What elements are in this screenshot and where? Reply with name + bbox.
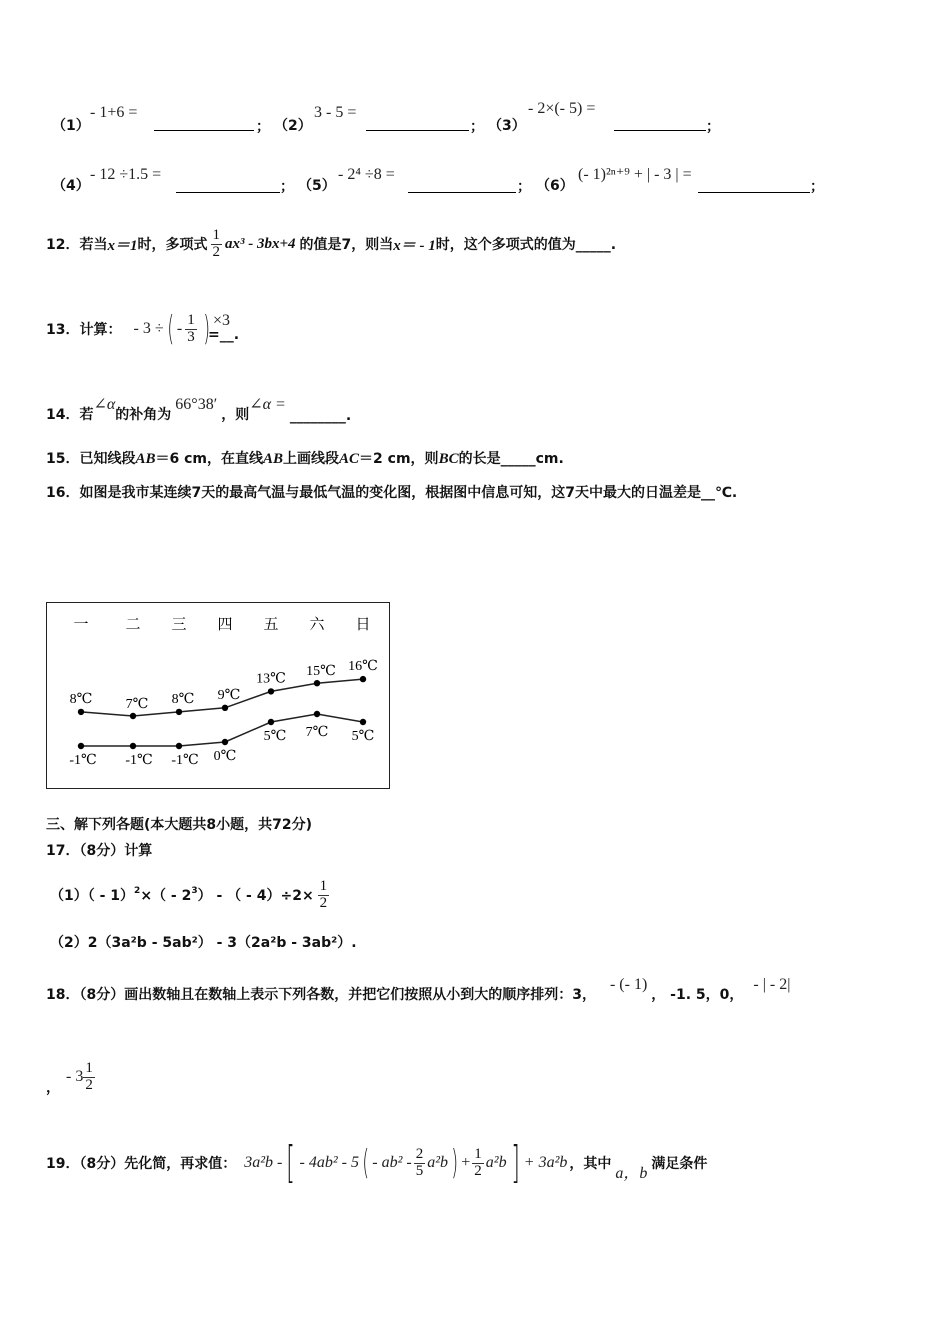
q12-frac-num: 1 — [212, 226, 220, 243]
q19-right-paren: ) — [451, 1143, 458, 1183]
q15-ac: AC — [339, 451, 360, 467]
q13-expr-a: - 3 ÷ — [133, 320, 164, 337]
q15 — [46, 448, 564, 468]
q13-fraction — [185, 313, 197, 346]
q11-item3-num: （3） — [488, 118, 526, 134]
q11-row1 — [52, 100, 932, 136]
chart-high-label: 15℃ — [306, 664, 336, 680]
q11-row2 — [52, 162, 932, 198]
q11-item5-blank[interactable] — [408, 172, 516, 193]
q12-frac-den: 2 — [212, 243, 220, 260]
q19-f2-den: 2 — [474, 1162, 482, 1179]
q17-p1-a: （1）（ - 1） — [50, 888, 135, 904]
q11-item6-blank[interactable] — [698, 172, 810, 193]
q17-p2-text: （2）2（3a²b - 5ab²） - 3（2a²b - 3ab²）. — [50, 935, 357, 951]
q18-mixed-num: 1 — [85, 1059, 93, 1076]
q12-mid2: 的值是7，则当 — [299, 237, 394, 253]
chart-day-label: 一 — [73, 615, 89, 633]
chart-low-point — [78, 743, 84, 749]
q17-p1-exp: 2 — [134, 886, 141, 896]
q12-mid1: 时，多项式 — [137, 237, 208, 253]
q12-fraction — [211, 228, 223, 261]
q14-mid2: ，则 — [221, 407, 250, 423]
q11-item1-num: （1） — [52, 118, 90, 134]
chart-low-point — [176, 743, 182, 749]
q17-part2 — [50, 932, 357, 952]
chart-low-label: 7℃ — [305, 725, 329, 740]
q18-mixed-whole: - 3 — [66, 1068, 84, 1085]
q19-tail2: 满足条件 — [651, 1156, 708, 1172]
q13-frac-den: 3 — [187, 328, 195, 345]
section3-heading-text: 三、解下列各题(本大题共8小题，共72分) — [46, 817, 313, 833]
q19-frac2 — [472, 1147, 484, 1180]
q19-f1-num: 2 — [415, 1145, 424, 1162]
q11-item5-num: （5） — [298, 178, 336, 194]
chart-low-point — [222, 739, 228, 745]
chart-low-point — [360, 719, 366, 725]
chart-high-label: 8℃ — [69, 691, 93, 707]
q12-x-eq-1: x＝1 — [107, 237, 138, 254]
q19-frac1 — [414, 1147, 426, 1180]
q17-p1-fraction — [318, 879, 330, 912]
q13-frac-num: 1 — [187, 311, 195, 328]
q16 — [46, 482, 737, 502]
chart-high-point — [222, 705, 228, 711]
q11-item4-num: （4） — [52, 178, 90, 194]
chart-high-point — [360, 676, 366, 682]
q11-item2-num: （2） — [274, 118, 312, 134]
q17-p1-b: ×（ - 2 — [140, 888, 192, 904]
q11-item4-end: ； — [280, 179, 294, 195]
q13 — [46, 306, 239, 352]
q11-item1-blank[interactable] — [154, 110, 254, 131]
chart-day-label: 五 — [263, 615, 279, 633]
q11-item6-num: （6） — [536, 178, 574, 194]
chart-day-label: 日 — [355, 615, 371, 633]
q18-mixed-den: 2 — [85, 1076, 93, 1093]
chart-high-point — [78, 709, 84, 715]
q12-prefix: 12．若当 — [46, 237, 108, 253]
q11-item1-expr: - 1+6 = — [90, 104, 138, 121]
q19 — [46, 1138, 707, 1188]
chart-high-label: 9℃ — [217, 687, 241, 703]
q19-f1-den: 5 — [415, 1162, 424, 1179]
q15-bc: BC — [438, 451, 459, 467]
q14-suffix: ________. — [289, 408, 352, 424]
q19-expr-d: a²b — [427, 1154, 448, 1171]
temperature-chart — [46, 602, 390, 789]
q18-text: 18．（8分）画出数轴且在数轴上表示下列各数，并把它们按照从小到大的顺序排列：3， — [46, 987, 596, 1003]
q19-left-paren: ( — [362, 1143, 369, 1183]
q11-item3-end: ； — [706, 119, 720, 135]
chart-high-label: 16℃ — [348, 659, 378, 675]
q17-p1-exp2: 3 — [191, 886, 198, 896]
chart-high-point — [176, 709, 182, 715]
q18-tail-comma: ， — [46, 1080, 60, 1096]
q15-text-b: ＝6 cm，在直线 — [155, 451, 264, 467]
q14-angle2: ∠α = — [249, 396, 286, 413]
chart-high-label: 13℃ — [256, 671, 286, 687]
q19-expr-g: + 3a²b — [523, 1154, 568, 1171]
q17-title-text: 17．（8分）计算 — [46, 843, 153, 859]
chart-low-label: -1℃ — [69, 753, 97, 768]
chart-low-label: -1℃ — [171, 753, 199, 768]
chart-high-point — [130, 713, 136, 719]
q14-mid: 的补角为 — [115, 407, 172, 423]
q19-tail: ，其中 — [569, 1156, 612, 1172]
chart-high-label: 8℃ — [171, 691, 195, 707]
temperature-chart-svg — [47, 603, 391, 790]
q12-poly: ax³ - 3bx+4 — [225, 235, 296, 252]
q14-value: 66°38′ — [175, 396, 218, 413]
q15-ab2: AB — [263, 451, 284, 467]
q13-suffix: =__. — [207, 327, 240, 343]
chart-low-label: -1℃ — [125, 753, 153, 768]
q19-vars: a，b — [615, 1164, 648, 1182]
q13-expr-b: ×3 — [212, 312, 230, 329]
q13-left-paren: ( — [166, 309, 174, 349]
chart-high-label: 7℃ — [125, 697, 149, 712]
q15-text-c: 上画线段 — [283, 451, 340, 467]
q11-item6-end: ； — [810, 179, 824, 195]
q17-p1-frac-den: 2 — [319, 894, 328, 911]
chart-low-point — [268, 719, 274, 725]
q16-text: 16．如图是我市某连续7天的最高气温与最低气温的变化图，根据图中信息可知，这7天中最大的日温差是__℃. — [46, 485, 738, 501]
q15-text-e: 的长是_____cm. — [458, 451, 564, 467]
section3-heading — [46, 814, 312, 834]
q19-right-bracket: ] — [510, 1137, 520, 1188]
q11-item2-blank[interactable] — [366, 110, 469, 131]
q15-ab: AB — [135, 451, 156, 467]
q13-prefix: 13．计算： — [46, 322, 122, 338]
q19-expr-a: 3a²b - — [244, 1154, 283, 1171]
q19-expr-b: - 4ab² - 5 — [299, 1154, 359, 1171]
chart-low-label: 5℃ — [351, 729, 375, 744]
q11-item2-end: ； — [470, 119, 484, 135]
q18-sep: ， -1. 5，0， — [651, 987, 744, 1003]
q19-f2-num: 1 — [474, 1145, 482, 1162]
q11-item5-expr: - 2⁴ ÷8 = — [338, 166, 395, 183]
q18-num-a: - (- 1) — [609, 976, 648, 993]
chart-day-label: 三 — [171, 615, 187, 633]
chart-low-label: 0℃ — [213, 749, 237, 764]
q19-left-bracket: [ — [286, 1137, 296, 1188]
q19-expr-e: + — [461, 1154, 471, 1171]
q17-p1-c: ） - （ - 4）÷2× — [197, 888, 314, 904]
q12-suffix: 时，这个多项式的值为_____. — [435, 237, 617, 253]
q14 — [46, 390, 351, 424]
q17-p1-frac-num: 1 — [319, 877, 328, 894]
q14-angle: ∠α — [93, 396, 116, 413]
q17-title — [46, 840, 152, 860]
q12-x-eq-m1: x＝ - 1 — [393, 237, 436, 254]
chart-high-point — [314, 680, 320, 686]
chart-day-label: 六 — [309, 615, 325, 633]
chart-day-label: 四 — [217, 615, 233, 633]
chart-low-point — [314, 711, 320, 717]
q11-item2-expr: 3 - 5 = — [314, 104, 357, 121]
q19-text: 19．（8分）先化简，再求值： — [46, 1156, 237, 1172]
q15-text-d: ＝2 cm，则 — [359, 451, 439, 467]
q12 — [46, 222, 616, 266]
q13-right-paren: ) — [203, 309, 210, 349]
q11-item4-expr: - 12 ÷1.5 = — [90, 166, 162, 183]
chart-low-point — [130, 743, 136, 749]
q18-num-b: - | - 2| — [753, 976, 791, 993]
q18-continued — [46, 1054, 95, 1100]
q11-item3-expr: - 2×(- 5) = — [528, 100, 596, 117]
q18-mixed-fraction — [83, 1061, 95, 1094]
q11-item5-end: ； — [517, 179, 531, 195]
q13-minus: - — [176, 320, 183, 337]
q11-item6-expr: (- 1)²ⁿ⁺⁹ + | - 3 | = — [578, 166, 692, 183]
q19-expr-f: a²b — [485, 1154, 507, 1171]
q14-prefix: 14．若 — [46, 407, 94, 423]
q11-item4-blank[interactable] — [176, 172, 280, 193]
chart-low-label: 5℃ — [263, 729, 287, 744]
q15-text-a: 15．已知线段 — [46, 451, 136, 467]
q17-part1 — [50, 872, 329, 918]
q11-item1-end: ； — [256, 119, 270, 135]
q18 — [46, 970, 790, 1004]
chart-high-point — [268, 688, 274, 694]
q11-item3-blank[interactable] — [614, 108, 706, 131]
chart-day-label: 二 — [125, 615, 141, 633]
q19-expr-c: - ab² - — [372, 1154, 412, 1171]
